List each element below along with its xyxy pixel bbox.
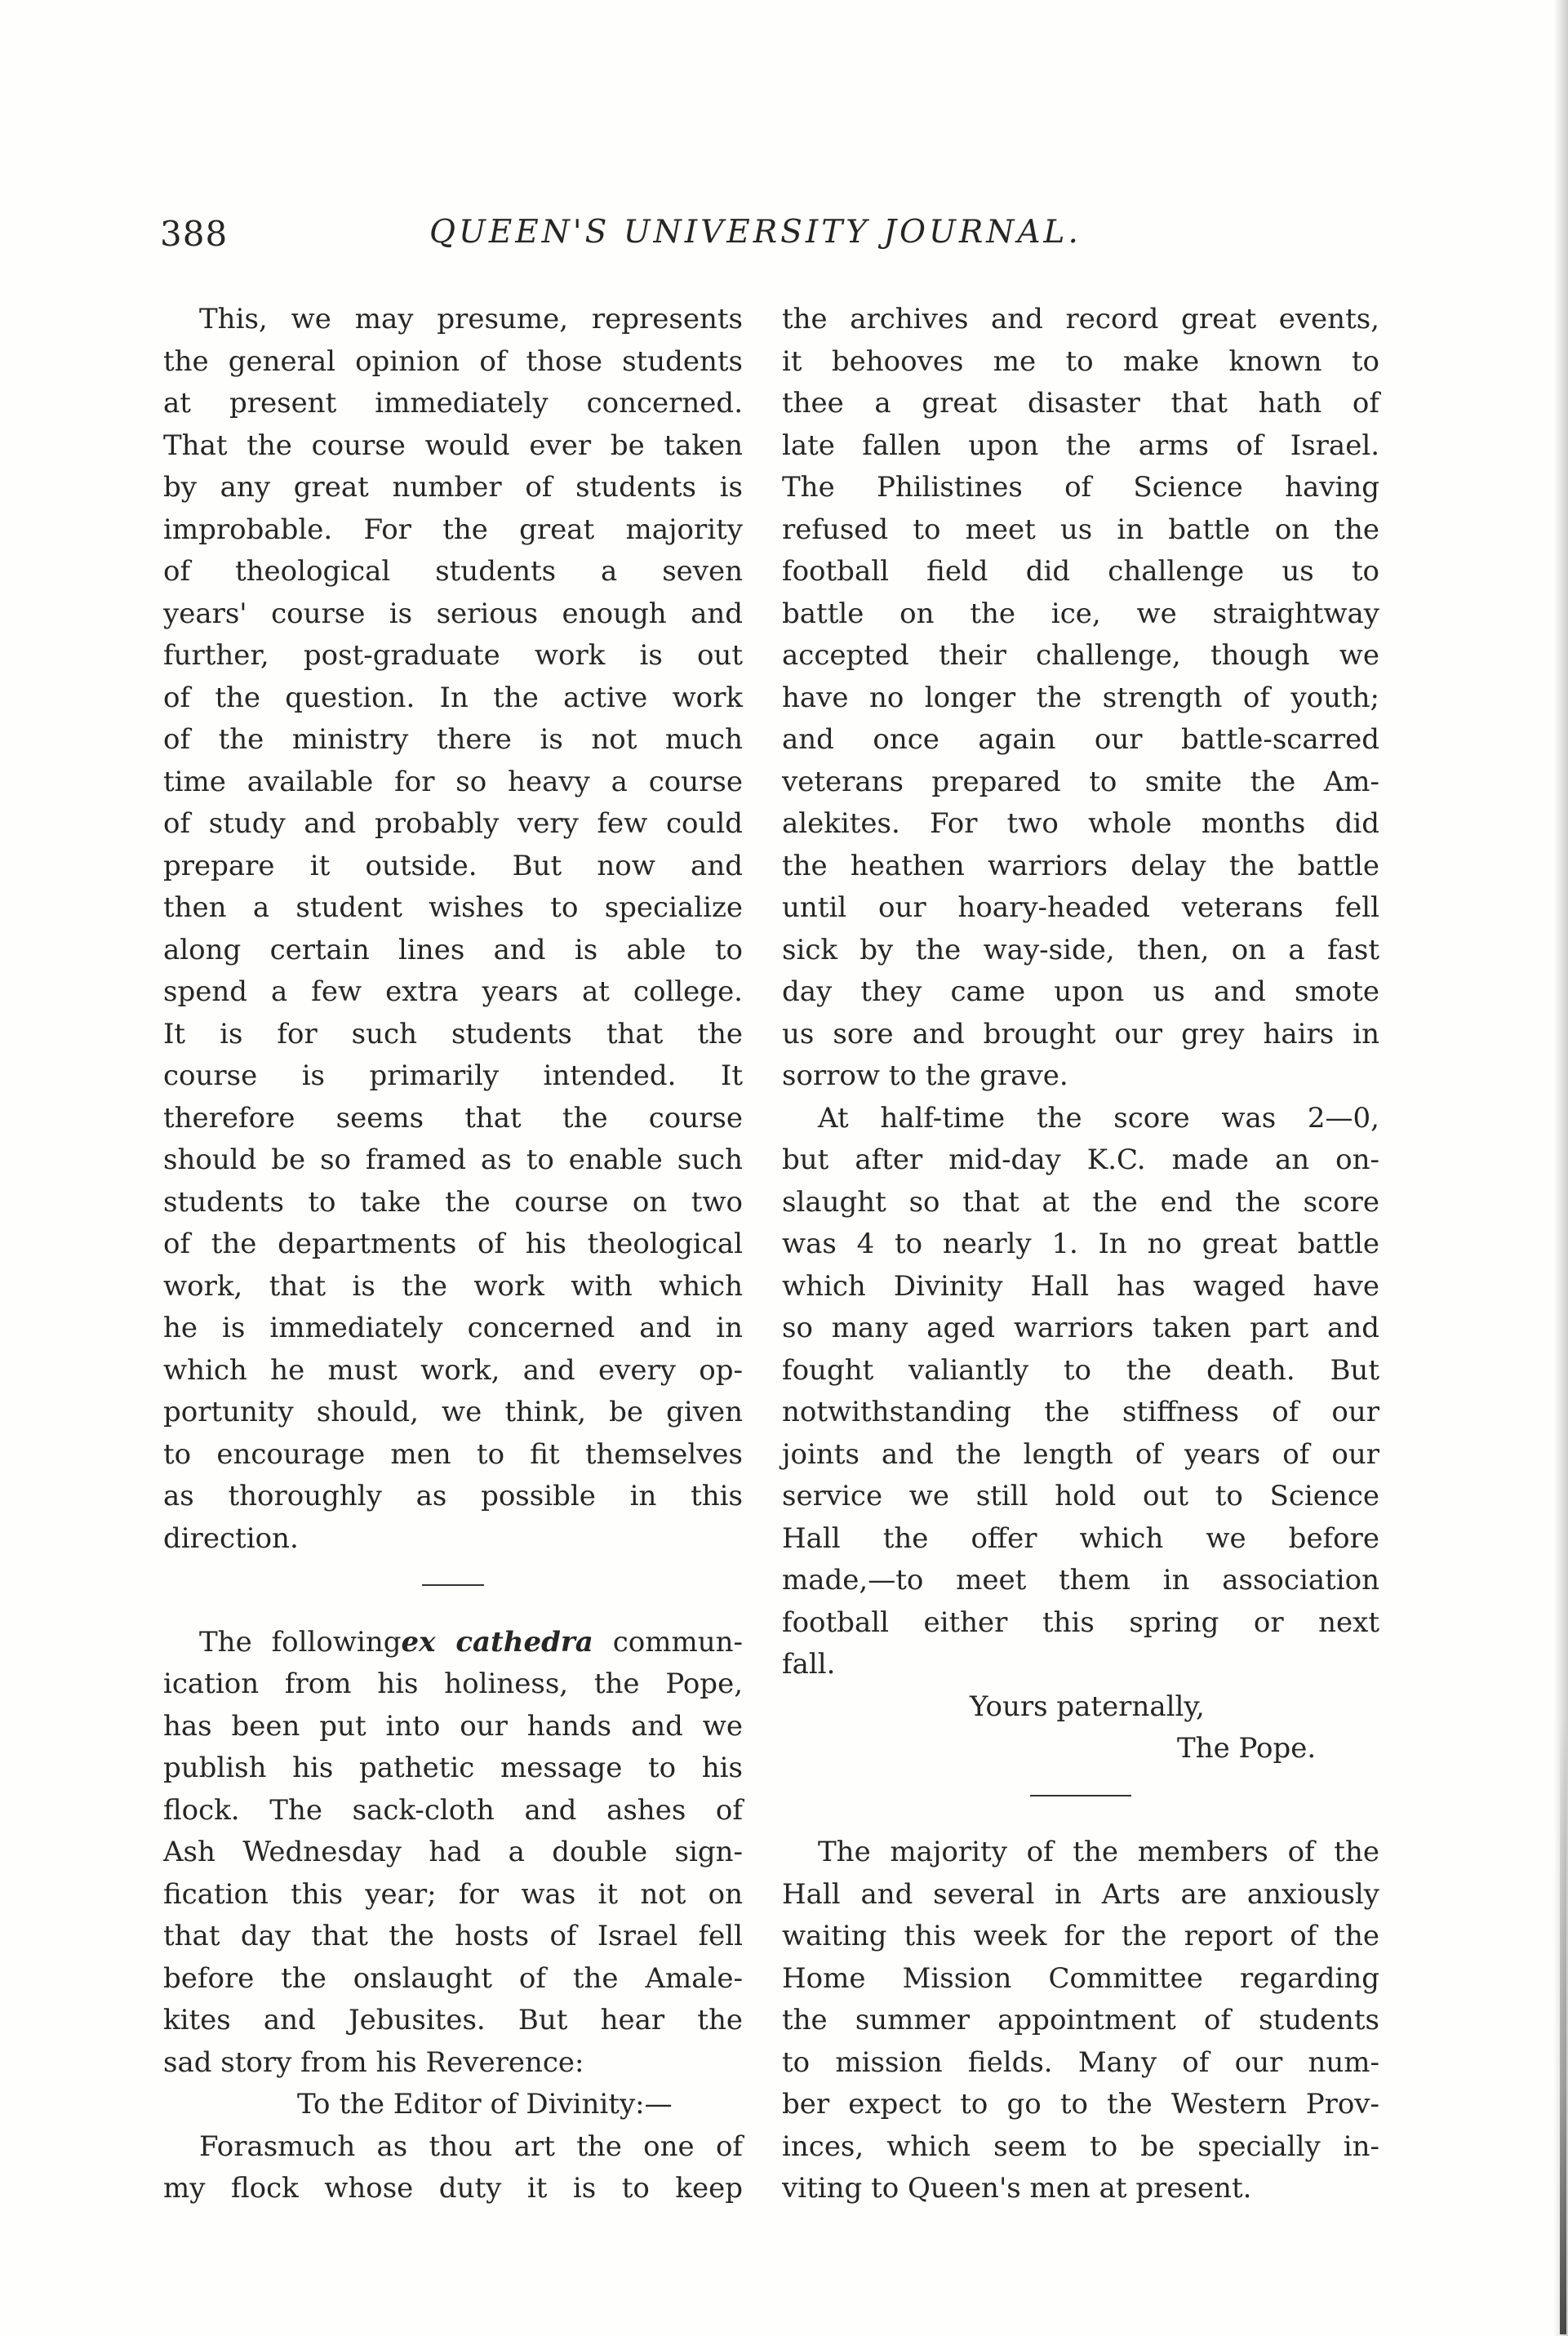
right-column bbox=[782, 299, 1379, 2210]
text-line: as thoroughly as possible in this bbox=[163, 1480, 743, 1512]
letter-signature: The Pope. bbox=[1177, 1732, 1317, 1765]
text-line: Ash Wednesday had a double sign- bbox=[163, 1836, 743, 1868]
text-line: late fallen upon the arms of Israel. bbox=[782, 429, 1379, 462]
text-line: of theological students a seven bbox=[163, 555, 743, 588]
text-line: work, that is the work with which bbox=[163, 1269, 743, 1303]
latin-phrase: ex cathedra bbox=[401, 1625, 593, 1659]
text-line: thee a great disaster that hath of bbox=[782, 387, 1379, 420]
text-line: at present immediately concerned. bbox=[163, 387, 743, 420]
text-line: the archives and record great events, bbox=[782, 303, 1379, 335]
journal-title: QUEEN'S UNIVERSITY JOURNAL. bbox=[429, 214, 1082, 251]
text-line: the summer appointment of students bbox=[782, 2004, 1379, 2036]
spacer bbox=[163, 1602, 743, 1622]
text-line: time available for so heavy a course bbox=[163, 765, 743, 798]
text-line: prepare it outside. But now and bbox=[163, 849, 743, 882]
paragraph-ex-cathedra bbox=[163, 1622, 743, 2210]
text-line: years' course is serious enough and bbox=[163, 597, 743, 630]
text-line: have no longer the strength of youth; bbox=[782, 681, 1379, 714]
text-line: should be so framed as to enable such bbox=[163, 1144, 743, 1176]
text-fragment: commun- bbox=[612, 1625, 743, 1659]
text-line: of the ministry there is not much bbox=[163, 723, 743, 756]
text-line: waiting this week for the report of the bbox=[782, 1920, 1379, 1952]
text-line: publish his pathetic message to his bbox=[163, 1752, 743, 1784]
text-line: direction. bbox=[163, 1521, 299, 1555]
text-line: viting to Queen's men at present. bbox=[782, 2172, 1252, 2205]
text-line: the heathen warriors delay the battle bbox=[782, 849, 1379, 882]
text-line: That the course would ever be taken bbox=[163, 429, 743, 462]
text-line: refused to meet us in battle on the bbox=[782, 513, 1379, 546]
text-line: along certain lines and is able to bbox=[163, 933, 743, 966]
text-line: football field did challenge us to bbox=[782, 555, 1379, 588]
text-line: Hall the offer which we before bbox=[782, 1521, 1379, 1555]
left-column bbox=[163, 299, 743, 2210]
text-line: of the departments of his theological bbox=[163, 1228, 743, 1260]
text-line: Home Mission Committee regarding bbox=[782, 1961, 1379, 1995]
text-line: to encourage men to fit themselves bbox=[163, 1437, 743, 1471]
text-line: The Philistines of Science having bbox=[782, 471, 1379, 504]
text-line: improbable. For the great majority bbox=[163, 513, 743, 546]
section-divider bbox=[163, 1560, 743, 1602]
text-line: football either this spring or next bbox=[782, 1605, 1379, 1639]
text-line: At half-time the score was 2—0, bbox=[818, 1101, 1379, 1135]
text-line: kites and Jebusites. But hear the bbox=[163, 2004, 743, 2036]
letter-closing: Yours paternally, bbox=[970, 1690, 1205, 1723]
paragraph-mission-report bbox=[782, 1832, 1379, 2210]
text-line: of the question. In the active work bbox=[163, 681, 743, 714]
paragraph-match-report bbox=[782, 1098, 1379, 1770]
text-line: then a student wishes to specialize bbox=[163, 891, 743, 924]
text-line: made,—to meet them in association bbox=[782, 1564, 1379, 1597]
text-line: students to take the course on two bbox=[163, 1185, 743, 1219]
text-line bbox=[163, 1622, 743, 1664]
text-line: therefore seems that the course bbox=[163, 1101, 743, 1135]
text-line: Forasmuch as thou art the one of bbox=[199, 2129, 743, 2163]
text-line: fication this year; for was it not on bbox=[163, 1877, 743, 1911]
text-line: which Divinity Hall has waged have bbox=[782, 1269, 1379, 1303]
text-line: It is for such students that the bbox=[163, 1017, 743, 1050]
text-line: spend a few extra years at college. bbox=[163, 975, 743, 1008]
text-line: notwithstanding the stiffness of our bbox=[782, 1396, 1379, 1428]
page-binding-shadow bbox=[1560, 1714, 1566, 2334]
text-line: slaught so that at the end the score bbox=[782, 1185, 1379, 1219]
text-line: fall. bbox=[782, 1648, 836, 1681]
text-line: portunity should, we think, be given bbox=[163, 1396, 743, 1428]
text-line: was 4 to nearly 1. In no great battle bbox=[782, 1228, 1379, 1260]
text-line: by any great number of students is bbox=[163, 471, 743, 504]
text-line: accepted their challenge, though we bbox=[782, 639, 1379, 672]
text-line: so many aged warriors taken part and bbox=[782, 1312, 1379, 1344]
text-line: further, post-graduate work is out bbox=[163, 639, 743, 672]
text-line: before the onslaught of the Amale- bbox=[163, 1961, 743, 1995]
text-line: day they came upon us and smote bbox=[782, 975, 1379, 1008]
text-line: sad story from his Reverence: bbox=[163, 2045, 584, 2079]
page-header bbox=[160, 214, 1090, 263]
text-line: flock. The sack-cloth and ashes of bbox=[163, 1793, 743, 1827]
text-line: us sore and brought our grey hairs in bbox=[782, 1017, 1379, 1050]
page-number: 388 bbox=[160, 214, 229, 254]
text-line: sorrow to the grave. bbox=[782, 1059, 1068, 1092]
text-line: joints and the length of years of our bbox=[782, 1437, 1379, 1471]
paragraph-letter-continued bbox=[782, 299, 1379, 1098]
text-line: of study and probably very few could bbox=[163, 807, 743, 840]
text-line: and once again our battle-scarred bbox=[782, 723, 1379, 756]
text-line: sick by the way-side, then, on a fast bbox=[782, 933, 1379, 966]
text-line: which he must work, and every op- bbox=[163, 1353, 743, 1387]
text-line: the general opinion of those students bbox=[163, 344, 743, 378]
text-line: course is primarily intended. It bbox=[163, 1059, 743, 1092]
letter-salutation: To the Editor of Divinity:— bbox=[297, 2088, 673, 2121]
text-line: fought valiantly to the death. But bbox=[782, 1353, 1379, 1387]
section-divider bbox=[782, 1770, 1379, 1813]
text-line: battle on the ice, we straightway bbox=[782, 597, 1379, 630]
text-line: This, we may presume, represents bbox=[199, 303, 743, 335]
text-line: to mission fields. Many of our num- bbox=[782, 2045, 1379, 2079]
text-line: service we still hold out to Science bbox=[782, 1480, 1379, 1512]
text-line: ication from his holiness, the Pope, bbox=[163, 1668, 743, 1700]
text-line: he is immediately concerned and in bbox=[163, 1312, 743, 1344]
text-line: The majority of the members of the bbox=[818, 1836, 1379, 1868]
text-line: it behooves me to make known to bbox=[782, 344, 1379, 378]
text-line: but after mid-day K.C. made an on- bbox=[782, 1144, 1379, 1176]
text-line: has been put into our hands and we bbox=[163, 1709, 743, 1743]
text-line: alekites. For two whole months did bbox=[782, 807, 1379, 840]
text-line: Hall and several in Arts are anxiously bbox=[782, 1877, 1379, 1911]
spacer bbox=[782, 1812, 1379, 1832]
text-line: that day that the hosts of Israel fell bbox=[163, 1920, 743, 1952]
text-fragment: The following bbox=[199, 1625, 402, 1659]
text-line: inces, which seem to be specially in- bbox=[782, 2129, 1379, 2163]
text-line: ber expect to go to the Western Prov- bbox=[782, 2088, 1379, 2121]
text-line: veterans prepared to smite the Am- bbox=[782, 765, 1379, 798]
paragraph-course-opinion bbox=[163, 299, 743, 1560]
text-line: until our hoary-headed veterans fell bbox=[782, 891, 1379, 924]
text-line: my flock whose duty it is to keep bbox=[163, 2172, 743, 2205]
